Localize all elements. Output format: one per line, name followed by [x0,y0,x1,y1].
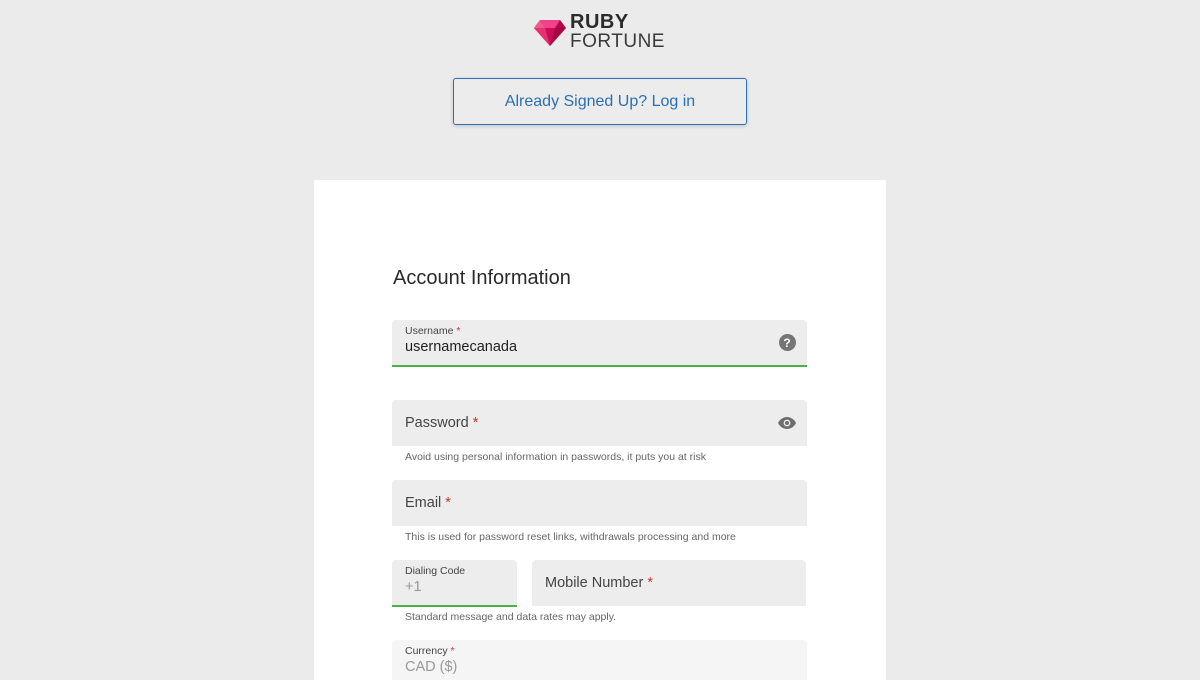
required-marker: * [450,645,455,657]
eye-icon [778,417,796,429]
show-password-button[interactable] [778,414,796,432]
mobile-number-label: Mobile Number * [545,575,654,591]
required-marker: * [456,325,461,337]
currency-field[interactable] [392,640,807,680]
username-field[interactable] [392,320,807,367]
email-field[interactable] [392,480,807,526]
logo-line-fortune: FORTUNE [570,31,665,52]
password-hint: Avoid using personal information in passwords, it puts you at risk [405,451,706,463]
signup-form-card [314,180,886,680]
dialing-code-value[interactable]: +1 [405,579,422,595]
required-marker: * [472,415,479,431]
login-button[interactable]: Already Signed Up? Log in [453,78,747,125]
required-marker: * [647,575,654,591]
email-label: Email * [405,495,451,511]
mobile-number-field[interactable] [532,560,806,606]
logo-line-ruby: RUBY [570,11,629,33]
help-icon: ? [779,334,796,351]
password-label: Password * [405,415,479,431]
logo-wordmark [570,12,665,51]
username-help-button[interactable] [778,334,796,352]
password-field[interactable] [392,400,807,446]
ruby-fortune-logo[interactable] [534,12,665,51]
section-title: Account Information [393,267,571,289]
email-hint: This is used for password reset links, withdrawals processing and more [405,531,736,543]
currency-label: Currency * [405,645,455,657]
username-value[interactable]: usernamecanada [405,339,518,355]
required-marker: * [445,495,451,511]
dialing-code-field[interactable] [392,560,517,607]
ruby-gem-icon [534,16,566,48]
currency-value[interactable]: CAD ($) [405,659,458,675]
dialing-code-label: Dialing Code [405,565,466,577]
mobile-hint: Standard message and data rates may apply. [405,611,617,623]
username-label: Username * [405,325,461,337]
